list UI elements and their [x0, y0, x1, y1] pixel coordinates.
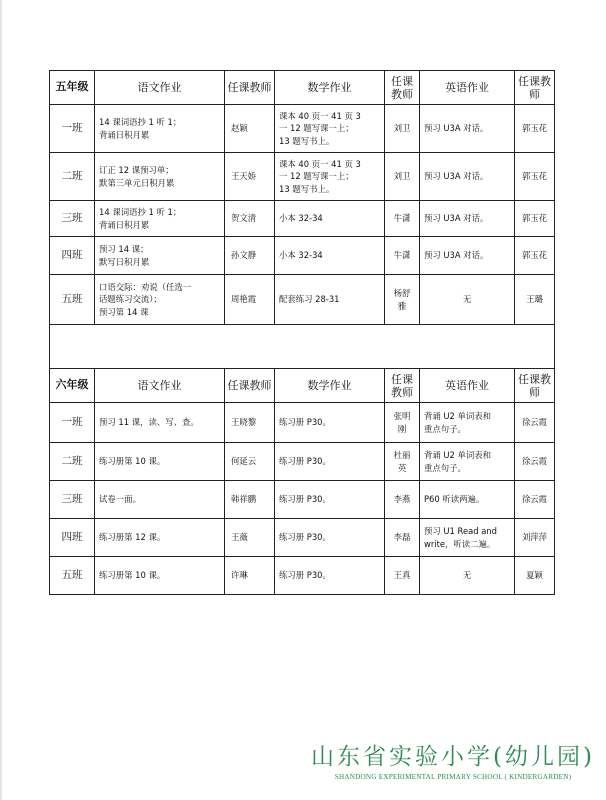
- grade5-row: [50, 105, 555, 153]
- school-footer: [300, 742, 606, 781]
- grade6-row: [50, 519, 555, 557]
- math-homework: 小本 32-34: [275, 201, 385, 237]
- math-teacher: 张明 刚: [385, 403, 420, 443]
- math-homework: 练习册 P30。: [275, 403, 385, 443]
- school-name-en: SHANDONG EXPERIMENTAL PRIMARY SCHOOL ( KINDERGARDEN): [334, 773, 572, 781]
- english-teacher: 徐云霞: [515, 403, 555, 443]
- math-teacher-header: 任课教师: [385, 71, 420, 105]
- chinese-teacher: 许琳: [225, 557, 275, 595]
- grade6-label: 六年级: [50, 369, 95, 403]
- math-teacher: 杨舒 雅: [385, 275, 420, 325]
- english-homework: 无: [420, 557, 515, 595]
- grade5-row: [50, 201, 555, 237]
- grade6-row: [50, 403, 555, 443]
- chinese-homework: 练习册第 10 课。: [95, 557, 225, 595]
- grade5-row: [50, 275, 555, 325]
- english-teacher: 徐云霞: [515, 481, 555, 519]
- page-edge-shadow: [0, 0, 3, 800]
- english-homework: 预习 U3A 对话。: [420, 153, 515, 201]
- math-homework: 小本 32-34: [275, 237, 385, 275]
- math-teacher: 杜丽 英: [385, 443, 420, 481]
- school-name-cn: 山东省实验小学(幼儿园): [311, 744, 595, 770]
- english-teacher: 徐云霞: [515, 443, 555, 481]
- math-teacher: 刘卫: [385, 153, 420, 201]
- class-name: 一班: [50, 105, 95, 153]
- grade6-row: [50, 481, 555, 519]
- math-homework: 课本 40 页一 41 页 3 一 12 题写课一上； 13 题写书上。: [275, 105, 385, 153]
- chinese-teacher-header: 任课教师: [225, 71, 275, 105]
- grade5-header-row: [50, 71, 555, 105]
- math-teacher: 牛潇: [385, 237, 420, 275]
- chinese-homework: 预习 11 课，读、写、查。: [95, 403, 225, 443]
- math-header: 数学作业: [275, 369, 385, 403]
- class-name: 五班: [50, 557, 95, 595]
- math-header: 数学作业: [275, 71, 385, 105]
- english-teacher-header: 任课教师: [515, 369, 555, 403]
- chinese-header: 语文作业: [95, 71, 225, 105]
- chinese-teacher: 王晓黎: [225, 403, 275, 443]
- chinese-teacher: 孙文静: [225, 237, 275, 275]
- english-homework: 背诵 U2 单词表和 重点句子。: [420, 403, 515, 443]
- chinese-homework: 练习册第 10 课。: [95, 443, 225, 481]
- chinese-homework: 练习册第 12 课。: [95, 519, 225, 557]
- class-name: 三班: [50, 201, 95, 237]
- chinese-homework: 预习 14 课； 默写日积月累: [95, 237, 225, 275]
- english-teacher: 郭玉花: [515, 153, 555, 201]
- chinese-teacher: 王薇: [225, 519, 275, 557]
- english-homework: 预习 U3A 对话。: [420, 237, 515, 275]
- grade6-header-row: [50, 369, 555, 403]
- math-homework: 练习册 P30。: [275, 443, 385, 481]
- chinese-teacher: 韩祥鹏: [225, 481, 275, 519]
- english-teacher: 刘萍萍: [515, 519, 555, 557]
- math-teacher: 牛潇: [385, 201, 420, 237]
- grade-separator-row: [50, 325, 555, 369]
- english-homework: 无: [420, 275, 515, 325]
- class-name: 三班: [50, 481, 95, 519]
- english-homework: 预习 U3A 对话。: [420, 105, 515, 153]
- math-teacher-header: 任课教师: [385, 369, 420, 403]
- math-teacher: 李磊: [385, 519, 420, 557]
- english-header: 英语作业: [420, 369, 515, 403]
- chinese-teacher: 何延云: [225, 443, 275, 481]
- grade5-row: [50, 237, 555, 275]
- class-name: 四班: [50, 237, 95, 275]
- chinese-teacher: 赵颖: [225, 105, 275, 153]
- class-name: 五班: [50, 275, 95, 325]
- english-teacher: 郭玉花: [515, 201, 555, 237]
- class-name: 四班: [50, 519, 95, 557]
- english-teacher-header: 任课教师: [515, 71, 555, 105]
- english-header: 英语作业: [420, 71, 515, 105]
- chinese-homework: 试卷一面。: [95, 481, 225, 519]
- chinese-teacher: 王天娇: [225, 153, 275, 201]
- chinese-homework: 14 课词语抄 1 听 1； 背诵日积月累: [95, 201, 225, 237]
- english-homework: 预习 U1 Read and write，听读二遍。: [420, 519, 515, 557]
- chinese-homework: 14 课词语抄 1 听 1； 背诵日积月累: [95, 105, 225, 153]
- class-name: 一班: [50, 403, 95, 443]
- math-homework: 课本 40 页一 41 页 3 一 12 题写课一上； 13 题写书上。: [275, 153, 385, 201]
- math-homework: 配套练习 28-31: [275, 275, 385, 325]
- math-homework: 练习册 P30。: [275, 519, 385, 557]
- english-teacher: 夏颖: [515, 557, 555, 595]
- chinese-header: 语文作业: [95, 369, 225, 403]
- grade5-label: 五年级: [50, 71, 95, 105]
- chinese-homework: 口语交际：劝说（任选一 话题练习交流）； 预习第 14 课: [95, 275, 225, 325]
- class-name: 二班: [50, 153, 95, 201]
- math-teacher: 刘卫: [385, 105, 420, 153]
- math-teacher: 李燕: [385, 481, 420, 519]
- math-homework: 练习册 P30。: [275, 481, 385, 519]
- class-name: 二班: [50, 443, 95, 481]
- math-teacher: 王真: [385, 557, 420, 595]
- math-homework: 练习册 P30。: [275, 557, 385, 595]
- chinese-homework: 订正 12 课预习单； 默第三单元日积月累: [95, 153, 225, 201]
- grade5-row: [50, 153, 555, 201]
- grade6-row: [50, 443, 555, 481]
- chinese-teacher: 贺文清: [225, 201, 275, 237]
- grade6-row: [50, 557, 555, 595]
- grade-separator: [50, 325, 555, 369]
- english-homework: P60 听读两遍。: [420, 481, 515, 519]
- english-teacher: 郭玉花: [515, 105, 555, 153]
- english-homework: 预习 U3A 对话。: [420, 201, 515, 237]
- homework-table: [49, 70, 555, 595]
- chinese-teacher: 周艳霞: [225, 275, 275, 325]
- english-teacher: 王璐: [515, 275, 555, 325]
- chinese-teacher-header: 任课教师: [225, 369, 275, 403]
- english-teacher: 郭玉花: [515, 237, 555, 275]
- english-homework: 背诵 U2 单词表和 重点句子。: [420, 443, 515, 481]
